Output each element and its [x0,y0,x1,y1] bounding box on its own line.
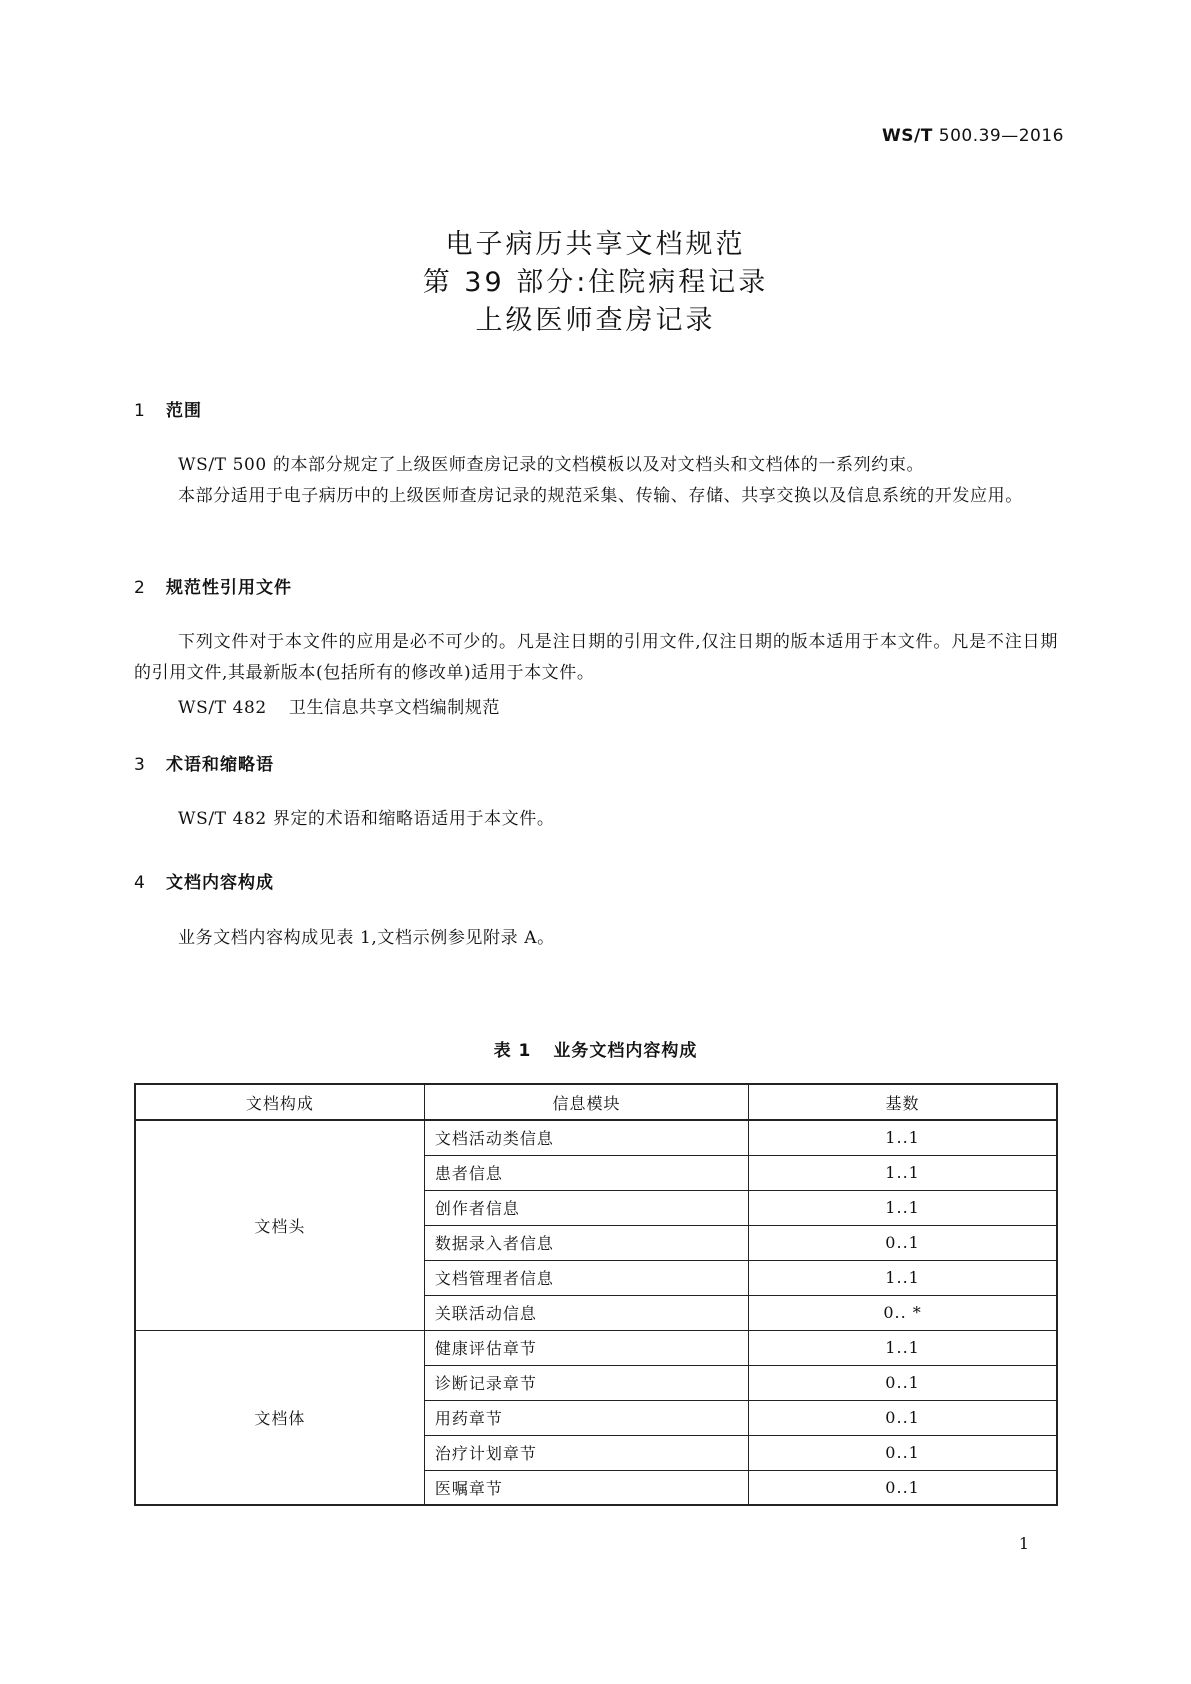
section-3-heading [134,750,274,775]
module-cell: 关联活动信息 [424,1295,748,1330]
table-row [135,1330,1057,1365]
cardinality-cell: 1..1 [749,1260,1057,1295]
reference-code: WS/T 482 [178,698,267,718]
table-caption [0,1036,1191,1061]
section-2-number: 2 [134,578,146,598]
page-number: 1 [1018,1534,1029,1553]
module-cell: 患者信息 [424,1155,748,1190]
table-caption-number: 表 1 [493,1041,532,1061]
content-table [134,1083,1058,1506]
module-cell: 用药章节 [424,1400,748,1435]
normative-reference [178,693,500,718]
cardinality-cell: 0.. * [749,1295,1057,1330]
header-cell-cardinality: 基数 [749,1084,1057,1120]
table-caption-title: 业务文档内容构成 [553,1041,698,1061]
section-1-title: 范围 [166,401,202,421]
cardinality-cell: 1..1 [749,1190,1057,1225]
section-3-number: 3 [134,755,146,775]
title-line-1: 电子病历共享文档规范 [445,229,746,260]
section-1-number: 1 [134,401,146,421]
cardinality-cell: 0..1 [749,1365,1057,1400]
section-2-paragraph-1: 下列文件对于本文件的应用是必不可少的。凡是注日期的引用文件,仅注日期的版本适用于本文件。凡是不注日期的引用文件,其最新版本(包括所有的修改单)适用于本文件。 [134,632,1058,683]
section-4-title: 文档内容构成 [166,873,274,893]
title-line-3: 上级医师查房记录 [475,305,716,336]
cardinality-cell: 0..1 [749,1435,1057,1470]
section-1-paragraph-1: WS/T 500 的本部分规定了上级医师查房记录的文档模板以及对文档头和文档体的一系列约束。 [178,455,925,475]
standard-prefix: WS/T [882,126,933,146]
section-1-heading [134,396,202,421]
section-3-paragraph-1: WS/T 482 界定的术语和缩略语适用于本文件。 [178,809,555,829]
title-line-2: 第 39 部分:住院病程记录 [422,267,769,298]
module-cell: 医嘱章节 [424,1470,748,1505]
section-4-heading [134,868,274,893]
section-3-title: 术语和缩略语 [166,755,274,775]
table-header-row [135,1084,1057,1120]
group-cell-header: 文档头 [135,1120,424,1330]
module-cell: 文档管理者信息 [424,1260,748,1295]
reference-title: 卫生信息共享文档编制规范 [288,698,501,718]
module-cell: 创作者信息 [424,1190,748,1225]
header-cell-module: 信息模块 [424,1084,748,1120]
section-1-paragraph-2: 本部分适用于电子病历中的上级医师查房记录的规范采集、传输、存储、共享交换以及信息系统的开发应用。 [178,486,1023,506]
module-cell: 文档活动类信息 [424,1120,748,1155]
cardinality-cell: 0..1 [749,1400,1057,1435]
section-2-heading [134,573,292,598]
section-4-number: 4 [134,873,146,893]
section-2-title: 规范性引用文件 [166,578,292,598]
standard-number: 500.39—2016 [938,126,1064,146]
cardinality-cell: 1..1 [749,1120,1057,1155]
cardinality-cell: 1..1 [749,1155,1057,1190]
module-cell: 健康评估章节 [424,1330,748,1365]
section-4-paragraph-1: 业务文档内容构成见表 1,文档示例参见附录 A。 [178,928,555,948]
standard-code [882,126,1064,146]
module-cell: 诊断记录章节 [424,1365,748,1400]
cardinality-cell: 0..1 [749,1225,1057,1260]
table-row [135,1120,1057,1155]
document-title [0,226,1191,340]
module-cell: 数据录入者信息 [424,1225,748,1260]
cardinality-cell: 0..1 [749,1470,1057,1505]
header-cell-composition: 文档构成 [135,1084,424,1120]
cardinality-cell: 1..1 [749,1330,1057,1365]
group-cell-body: 文档体 [135,1330,424,1505]
module-cell: 治疗计划章节 [424,1435,748,1470]
